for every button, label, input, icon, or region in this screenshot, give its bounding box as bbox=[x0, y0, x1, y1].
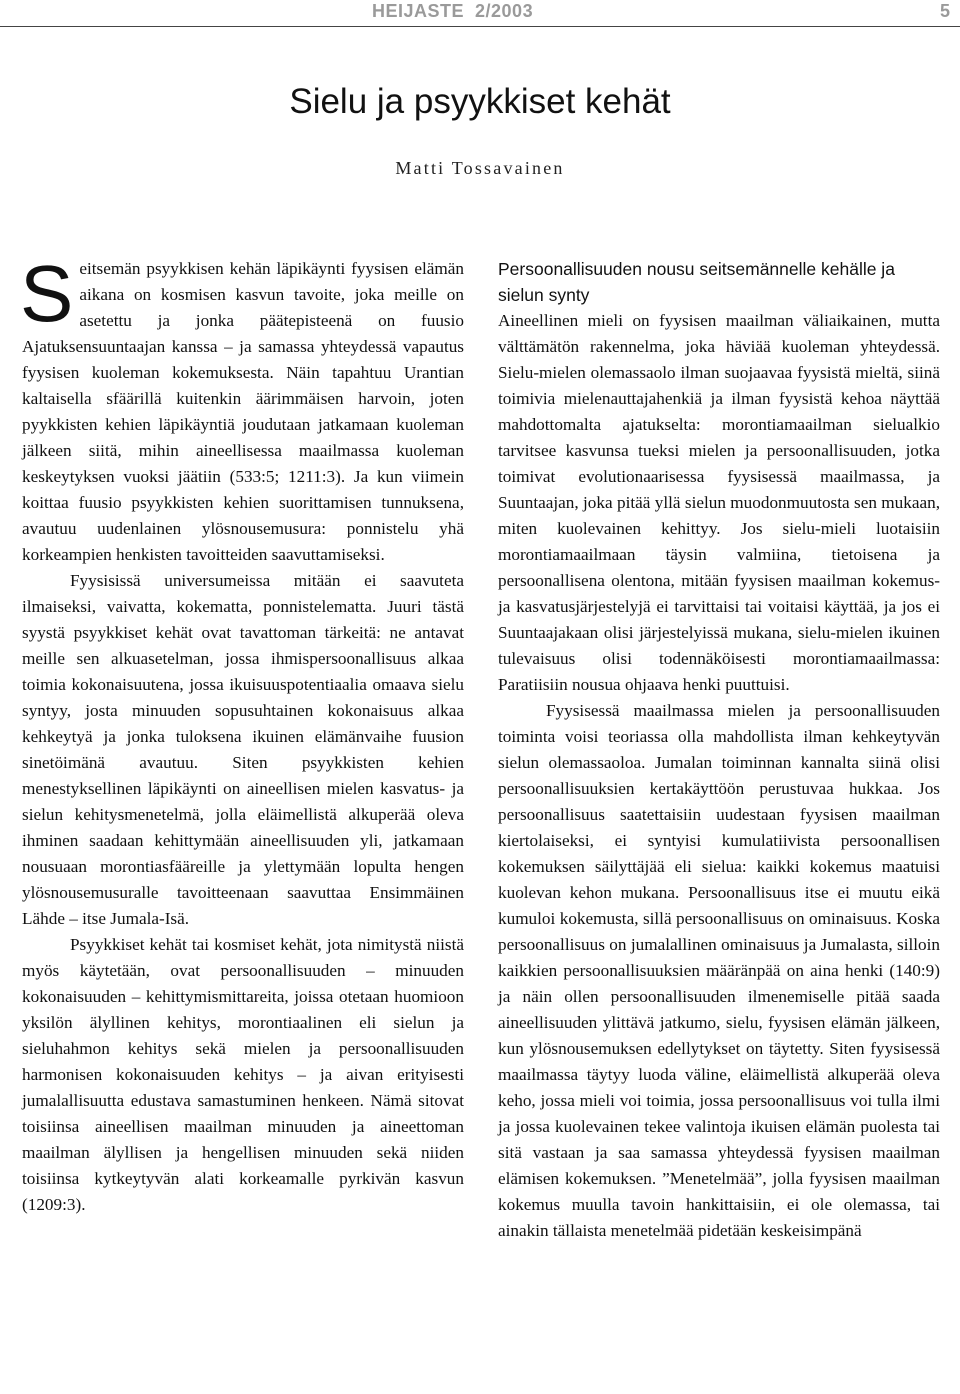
article-title: Sielu ja psyykkiset kehät bbox=[289, 82, 671, 121]
paragraph: Psyykkiset kehät tai kosmiset kehät, jota nimitystä niistä myös käytetään, ovat persoonallisuuden – minuuden kokonaisuuden – kehittymismittareita, joissa otetaan huomioon yksilön älyllinen kehitys, morontiaalinen eli sielun ja sieluhahmon kehitys sekä mielen ja persoonallisuuden harmonisen kokonaisuuden kehitys – ja aivan erityisesti jumalallisuutta edustava samastuminen henkeen. Nämä sitovat toisiinsa aineellisen maailman minuuden ja aineettoman maailman älyllisen ja hengellisen minuuden sekä niiden toisiinsa kytkeytyvän alati korkeamalle pyrkivän kasvun (1209:3). bbox=[22, 935, 464, 1214]
drop-cap: S bbox=[20, 249, 74, 338]
paragraph: eitsemän psyykkisen kehän läpikäynti fyysisen elämän aikana on kosmisen kasvun tavoite, joka meille on asetettu ja jonka päätepisteenä on fuusio Ajatuksensuuntaajan kanssa – ja samassa yhteydessä vapautus fyysisen kuoleman kokemuksesta. Näin tapahtuu Urantian kaltaisella sfäärillä kuitenkin äärimmäisen harvoin, joten pyykkisten kehien läpikäyntiä joudutaan jatkamaan kuoleman jälkeen siitä, mihin aineellisessa maailmassa kuoleman keskeytyksen vuoksi jäätiin (533:5; 1211:3). Ja kun viimein koittaa fuusio psyykkisten kehien suorittamisen tunnuksena, avautuu uudenlainen ylösnousemusura: ponnistelu yhä korkeampien henkisten tavoitteiden saavuttamiseksi. bbox=[22, 259, 464, 564]
page-number: 5 bbox=[939, 1, 950, 21]
paragraph: Fyysisissä universumeissa mitään ei saavuteta ilmaiseksi, vaivatta, kokematta, ponnistelematta. Juuri tästä syystä psyykkiset kehät ovat tavattoman tärkeitä: ne antavat meille sen alkuasetelman, jossa ihmispersoonallisuus alkaa toimia kokonaisuutena, jossa ikuisuuspotentiaalia omaava sielu syntyy, josta minuuden sopusuhtainen kokonaisuus alkaa kehkeytyä ja jonka tuloksena ikuinen elämänvaihe fuusion sinetöimänä avautuu. Siten psyykkisten kehien menestyksellinen läpikäynti on aineellisen mielen kasvatus- ja sielun kehitysmenetelmä, jolla eläimellistä alkuperää oleva ihminen saadaan kehittymään aineellisuuden yli, jatkamaan nousuaan morontiasfääreille ja ylettymään lopulta hengen ylösnousemusuralle tavoitteenaan saavuttaa Ensimmäinen Lähde – itse Jumala-Isä. bbox=[22, 571, 464, 928]
article-author: Matti Tossavainen bbox=[395, 158, 565, 178]
journal-issue: HEIJASTE 2/2003 bbox=[372, 1, 534, 21]
running-header bbox=[0, 0, 960, 27]
right-column bbox=[498, 256, 940, 1244]
section-heading: Persoonallisuuden nousu seitsemännelle kehälle ja sielun synty bbox=[498, 259, 895, 305]
left-column bbox=[20, 249, 464, 1218]
paragraph: Aineellinen mieli on fyysisen maailman väliaikainen, mutta välttämätön rakennelma, joka häviää kuoleman yhteydessä. Sielu-mielen olemassaolo ilman suojaavaa fyysistä mieltä, siinä toimivia mielenauttajahenkiä ja ilman fyysistä kehoa näyttää mahdottomalta ajatukselta: morontiamaailman sielualkio tarvitsee kasvunsa tueksi mielen ja persoonallisuuden, jotka toimivat evolutionaarisessa fyysisessä maailmassa, ja Suuntaajan, joka pitää yllä sielun muodonmuutosta sen mukaan, miten kuolevainen kehittyy. Jos sielu-mieli luotaisiin morontiamaailmaan täysin valmiina, tietoisena ja persoonallisena olentona, mitään fyysisen maailman kokemus- ja kasvatusjärjestelyjä ei tarvittaisi tai voitaisi käyttää, ja jos ei Suuntaajakaan olisi järjestelyissä mukana, sielu-mielen ikuinen tulevaisuus olisi todennäköisesti morontiamaailmassa: Paratiisiin nousua ohjaava henki puuttuisi. bbox=[498, 311, 940, 694]
paragraph: Fyysisessä maailmassa mielen ja persoonallisuuden toiminta voisi teoriassa olla mahdollista ilman kehkeytyvän sielun olemassaoloa. Jumalan toiminnan kannalta siinä olisi persoonallisuuksien kertakäyttöön perustuvaa hukkaa. Jos persoonallisuus saatettaisiin uudestaan fyysisen maailman kiertolaiseksi, ei syntyisi kumulatiivista persoonallisen kokemuksen säilyttäjää eli sielua: kaikki kokemus maatuisi kuolevan kehon mukana. Persoonallisuus itse ei muutu eikä kumuloi kokemusta, sillä persoonallisuus on ominaisuus. Koska persoonallisuus on jumalallinen ominaisuus ja Jumalasta, silloin kaikkien persoonallisuuksien määränpää on aina henki (140:9) ja näin ollen persoonallisuuden ilmenemiselle pitää saada aineellisuuden ylittävä jatkumo, sielu, fyysisen elämän jälkeen, kun ylösnousemuksen edellytykset on täytetty. Siten fyysisessä maailmassa täytyy luoda väline, eläimellistä alkuperää oleva keho, jossa mieli voi toimia, jossa persoonallisuus voi tulla ilmi ja jossa kuolevainen tekee valintoja ikuisen elämän puolesta tai sitä vastaan ja saa samassa yhteydessä fyysisen maailman elämisen kokemuksen. ”Menetelmää”, jolla fyysisen maailman kokemus muulla tavoin hankittaisiin, ei ole olemassa, tai ainakin tällaista menetelmää pidetään keskeisimpänä bbox=[498, 701, 940, 1240]
